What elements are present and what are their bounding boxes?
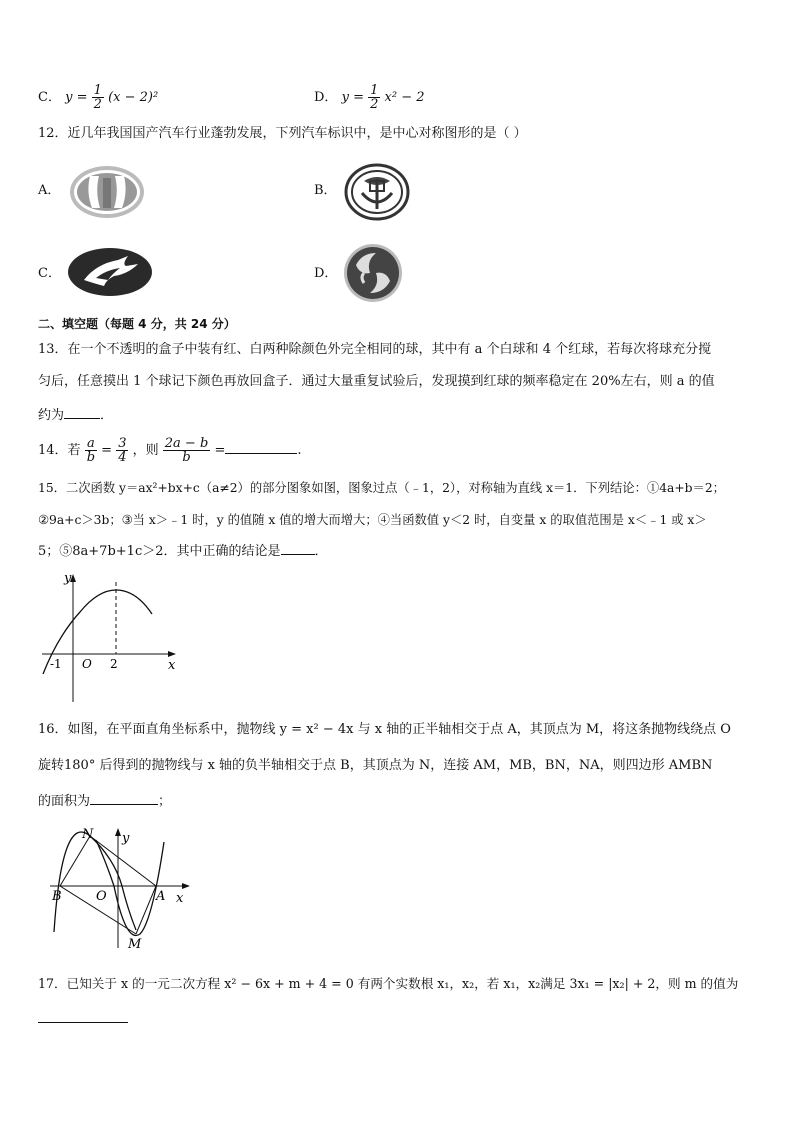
fraction bbox=[163, 437, 211, 464]
math-expr: x² − 2 bbox=[384, 90, 425, 105]
q16-text-end: ； bbox=[158, 794, 172, 809]
x-axis-arrow bbox=[168, 651, 176, 657]
q15-text-end: ． bbox=[314, 544, 328, 559]
equals-sign: = bbox=[214, 443, 226, 458]
parabola-n bbox=[54, 832, 136, 932]
x-axis-arrow bbox=[182, 883, 190, 889]
origin-label: O bbox=[82, 657, 92, 671]
frac-den: b bbox=[182, 450, 191, 465]
frac-den: 2 bbox=[370, 97, 379, 112]
frac-den: b bbox=[86, 450, 96, 465]
q12-option-b-label: B． bbox=[314, 183, 337, 198]
y-label: y bbox=[64, 571, 72, 586]
point-n-label: N bbox=[82, 827, 94, 842]
car-logo-a bbox=[68, 164, 146, 220]
point-a-label: A bbox=[156, 889, 166, 904]
q14-line bbox=[38, 434, 301, 468]
tick-2: 2 bbox=[110, 657, 118, 671]
q12-stem: 12．近几年我国国产汽车行业蓬勃发展，下列汽车标识中，是中心对称图形的是（ ） bbox=[38, 126, 527, 141]
q17-line1: 17．已知关于 x 的一元二次方程 x² − 6x + m + 4 = 0 有两个实数根 x₁，x₂，若 x₁，x₂满足 3x₁ = |x₂| + 2，则 m 的值为 bbox=[38, 976, 739, 991]
option-label: C． bbox=[38, 90, 61, 105]
q15-parabola-graph bbox=[38, 568, 188, 708]
q12-option-a-label: A． bbox=[38, 183, 61, 198]
answer-blank bbox=[225, 439, 297, 454]
q14-mid: ，则 bbox=[132, 443, 159, 458]
frac-num: a bbox=[85, 437, 97, 451]
answer-blank bbox=[64, 404, 100, 419]
q16-line3 bbox=[38, 790, 171, 812]
x-label: x bbox=[176, 891, 184, 906]
math-var: y bbox=[341, 90, 349, 105]
q11-option-d bbox=[314, 84, 425, 111]
frac-num: 2a − b bbox=[164, 436, 209, 451]
frac-num: 3 bbox=[118, 436, 127, 451]
option-label: D． bbox=[314, 90, 338, 105]
point-m-label: M bbox=[128, 937, 142, 952]
q13-line1: 13．在一个不透明的盒子中装有红、白两种除颜色外完全相同的球，其中有 a 个白球和 4 个红球，若每次将球充分搅 bbox=[38, 342, 712, 357]
equals-sign: = bbox=[353, 90, 364, 105]
q13-text: 约为 bbox=[38, 408, 65, 423]
car-logo-d bbox=[342, 243, 404, 303]
q15-text: 5；⑤8a+7b+1c＞2．其中正确的结论是 bbox=[38, 544, 281, 559]
frac-num: 1 bbox=[370, 83, 379, 98]
math-var: y bbox=[65, 90, 73, 105]
q13-text-end: ． bbox=[100, 408, 114, 423]
math-expr: (x − 2)² bbox=[108, 90, 159, 105]
q16-text: 的面积为 bbox=[38, 794, 91, 809]
q12-option-c-label: C． bbox=[38, 266, 61, 281]
q16-line1: 16．如图，在平面直角坐标系中，抛物线 y = x² − 4x 与 x 轴的正半轴相交于点 A，其顶点为 M，将这条抛物线绕点 O bbox=[38, 722, 731, 737]
equals-sign: = bbox=[76, 90, 88, 105]
q15-line2: ②9a+c＞3b；③当 x＞﹣1 时，y 的值随 x 值的增大而增大；④当函数值 y＜2 时，自变量 x 的取值范围是 x＜﹣1 或 x＞ bbox=[38, 513, 707, 527]
q13-line2: 匀后，任意摸出 1 个球记下颜色再放回盒子．通过大量重复试验后，发现摸到红球的频率稳定在 20%左右，则 a 的值 bbox=[38, 374, 715, 389]
q13-line3 bbox=[38, 404, 113, 426]
x-label: x bbox=[168, 658, 176, 673]
answer-blank bbox=[38, 1022, 128, 1023]
origin-label: O bbox=[96, 889, 107, 904]
q14-prefix: 14．若 bbox=[38, 443, 81, 458]
equals-sign: = bbox=[101, 443, 113, 458]
fraction bbox=[368, 84, 380, 111]
q15-line1: 15．二次函数 y＝ax²+bx+c（a≠2）的部分图象如图，图象过点（﹣1，2），对称轴为直线 x＝1．下列结论：①4a+b＝2； bbox=[38, 481, 725, 495]
answer-blank bbox=[90, 790, 158, 805]
car-logo-b bbox=[344, 163, 410, 221]
point-b-label: B bbox=[52, 889, 62, 904]
q14-suffix: . bbox=[297, 443, 302, 458]
q12-option-d-label: D． bbox=[314, 266, 338, 281]
fraction bbox=[92, 84, 104, 111]
section-title: 二、填空题（每题 4 分，共 24 分） bbox=[38, 317, 236, 331]
q15-line3 bbox=[38, 540, 328, 562]
q16-parabola-graph bbox=[44, 822, 194, 952]
segment-bn bbox=[60, 836, 90, 886]
fraction bbox=[85, 437, 97, 464]
q11-option-c bbox=[38, 84, 158, 111]
fraction bbox=[116, 437, 128, 464]
q16-line2: 旋转180° 后得到的抛物线与 x 轴的负半轴相交于点 B，其顶点为 N，连接 AM，MB，BN，NA，则四边形 AMBN bbox=[38, 758, 713, 773]
answer-blank bbox=[281, 540, 315, 555]
frac-den: 4 bbox=[118, 450, 127, 465]
frac-num: 1 bbox=[93, 83, 102, 98]
segment-am bbox=[136, 886, 156, 934]
y-label: y bbox=[122, 831, 130, 846]
tick-neg1: -1 bbox=[50, 657, 62, 671]
frac-den: 2 bbox=[93, 97, 102, 112]
car-logo-c bbox=[66, 246, 154, 298]
y-axis-arrow bbox=[115, 828, 121, 836]
